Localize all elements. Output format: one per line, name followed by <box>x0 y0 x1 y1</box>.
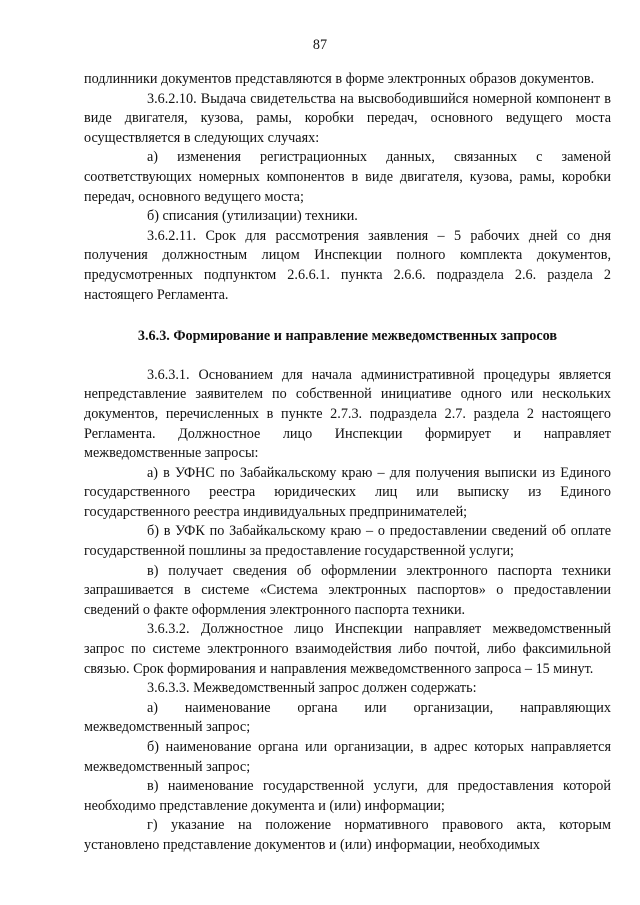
paragraph: в) получает сведения об оформлении электронного паспорта техники запрашивается в системе «Система электронных паспортов» о предоставлении сведений о факте оформления электронного паспорта техники. <box>84 562 611 618</box>
paragraph: 3.6.3.3. Межведомственный запрос должен содержать: <box>147 680 477 697</box>
paragraph: подлинники документов представляются в форме электронных образов документов. <box>84 71 595 87</box>
paragraph: б) наименование органа или организации, в адрес которых направляется межведомственный запрос; <box>84 739 611 775</box>
paragraph: а) в УФНС по Забайкальскому краю – для получения выписки из Единого государственного реестра юридических лиц или выписку из Единого государственного реестра индивидуальных предпринимателей; <box>84 464 611 520</box>
paragraph: 3.6.2.10. Выдача свидетельства на высвободившийся номерной компонент в виде двигателя, кузова, рамы, коробки передач, основного ведущего моста осуществляется в следующих случаях: <box>84 90 611 146</box>
paragraph: а) наименование органа или организации, направляющих межведомственный запрос; <box>84 699 611 736</box>
paragraph: 3.6.2.11. Срок для рассмотрения заявления – 5 рабочих дней со дня получения должностным лицом Инспекции полного комплекта документов, предусмотренных подпунктом 2.6.6.1. пункта 2.6.6. подраздела 2.6. раздела 2 настоящего Регламента. <box>84 227 611 303</box>
page-number: 87 <box>312 37 328 53</box>
paragraph: 3.6.3.2. Должностное лицо Инспекции направляет межведомственный запрос по системе электронного взаимодействия либо почтой, либо факсимильной связью. Срок формирования и направления межведомственного запроса – 15 минут. <box>84 621 611 677</box>
paragraph: б) в УФК по Забайкальскому краю – о предоставлении сведений об оплате государственной пошлины за предоставление государственной услуги; <box>84 523 611 560</box>
paragraph: г) указание на положение нормативного правового акта, которым установлено представление документов и (или) информации, необходимых <box>84 817 611 853</box>
section-heading: 3.6.3. Формирование и направление межведомственных запросов <box>137 328 558 345</box>
document-body <box>84 70 611 856</box>
paragraph: 3.6.3.1. Основанием для начала административной процедуры является непредставление заявителем по собственной инициативе одного или нескольких документов, перечисленных в пункте 2.7.3. подраздела 2.7. раздела 2 настоящего Регламента. Должностное лицо Инспекции формирует и направляет межведомственные запросы: <box>84 366 611 462</box>
paragraph: б) списания (утилизации) техники. <box>147 208 358 225</box>
paragraph: в) наименование государственной услуги, для предоставления которой необходимо представление документа и (или) информации; <box>84 778 611 814</box>
paragraph: а) изменения регистрационных данных, связанных с заменой соответствующих номерных компонентов в виде двигателя, кузова, рамы, коробки передач, основного ведущего моста; <box>84 149 611 205</box>
